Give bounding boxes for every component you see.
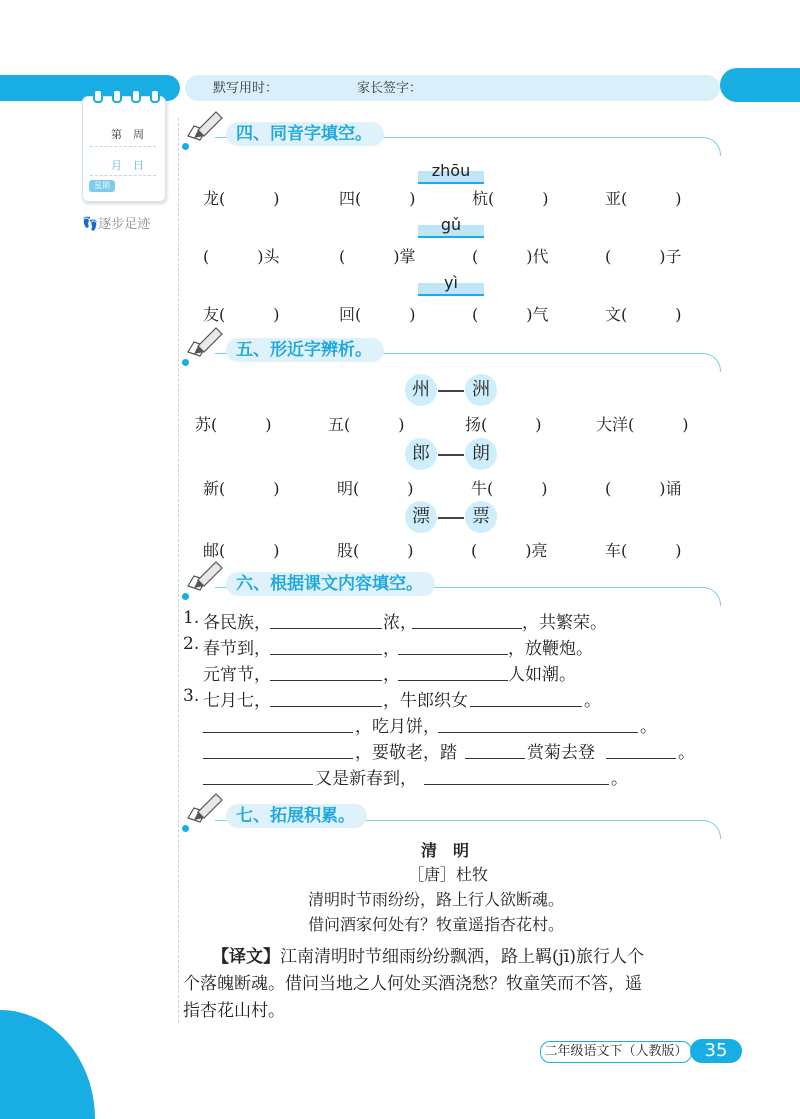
char-circle: 洲 (465, 374, 497, 406)
question-text: ， (383, 665, 400, 685)
fill-line[interactable] (203, 758, 353, 759)
question-text: 元宵节， (203, 665, 271, 685)
blank-item[interactable]: ( )亮 (471, 541, 548, 560)
binder-ring-icon (93, 89, 103, 103)
blank-item[interactable]: 五( ) (328, 415, 405, 434)
question-text: ，牛郎织女 (383, 691, 468, 711)
section-title: 五、形近字辨析。 (226, 338, 384, 362)
blank-item[interactable]: 车( ) (605, 541, 682, 560)
date-label: 月 日 (111, 159, 144, 172)
week-label: 第 周 (111, 128, 144, 141)
page-number: 35 (690, 1039, 742, 1063)
blank-item[interactable]: 邮( ) (203, 541, 280, 560)
card-divider (90, 175, 156, 176)
blank-item[interactable]: 明( ) (337, 479, 414, 498)
book-label: 二年级语文下（人教版） (540, 1041, 692, 1063)
pencil-icon (184, 558, 226, 592)
blank-item[interactable]: ( )代 (472, 247, 549, 266)
fill-line[interactable] (398, 680, 508, 681)
blank-item[interactable]: 四( ) (339, 189, 416, 208)
pinyin-box: gǔ (418, 214, 484, 238)
fill-line[interactable] (398, 654, 508, 655)
section-dot (182, 359, 189, 366)
blank-item[interactable]: 友( ) (203, 305, 280, 324)
question-number: 3. (183, 686, 200, 706)
pair-dash (438, 454, 464, 456)
blank-item[interactable]: ( )子 (605, 247, 682, 266)
section-title: 七、拓展积累。 (226, 804, 367, 828)
section-dot (182, 593, 189, 600)
blank-item[interactable]: 新( ) (203, 479, 280, 498)
margin-rule (178, 118, 179, 1023)
question-text: 各民族， (203, 613, 271, 633)
translation-line: 【译文】江南清明时节细雨纷纷飘洒，路上羁(jī)旅行人个 (212, 947, 644, 967)
fill-line[interactable] (606, 758, 676, 759)
poem-line: 清明时节雨纷纷，路上行人欲断魂。 (308, 890, 565, 909)
poem-title: 清 明 (421, 841, 470, 860)
pencil-icon (184, 324, 226, 358)
section-dot (182, 825, 189, 832)
blank-item[interactable]: 亚( ) (605, 189, 682, 208)
blank-item[interactable]: ( )气 (472, 305, 549, 324)
poem-line: 借问酒家何处有？牧童遥指杏花村。 (308, 915, 565, 934)
blank-item[interactable]: 扬( ) (465, 415, 542, 434)
question-text: 又是新春到， (315, 769, 417, 789)
blank-item[interactable]: 大洋( ) (596, 415, 689, 434)
fill-line[interactable] (270, 628, 382, 629)
char-circle: 漂 (405, 501, 437, 533)
blank-item[interactable]: 龙( ) (203, 189, 280, 208)
question-text: ，要敬老，踏 (355, 743, 457, 763)
char-circle: 票 (465, 501, 497, 533)
char-circle: 朗 (465, 438, 497, 470)
fill-line[interactable] (270, 706, 382, 707)
fill-line[interactable] (270, 654, 382, 655)
question-text: ，共繁荣。 (522, 613, 607, 633)
weekday-tag: 星期 (89, 180, 115, 192)
dictation-time-label: 默写用时： (213, 81, 279, 96)
pair-dash (438, 517, 464, 519)
question-text: 春节到， (203, 639, 271, 659)
fill-line[interactable] (424, 784, 609, 785)
header-bar-right (720, 68, 800, 102)
translation-line: 个落魄断魂。借问当地之人何处买酒浇愁？牧童笑而不答，遥 (183, 974, 642, 994)
question-text: ， (383, 639, 400, 659)
question-text: 浓， (383, 613, 417, 633)
question-text: 赏菊去登 (527, 743, 595, 763)
fill-line[interactable] (203, 784, 313, 785)
blank-item[interactable]: ( )头 (203, 247, 280, 266)
blank-item[interactable]: ( )诵 (605, 479, 682, 498)
binder-ring-icon (131, 89, 141, 103)
blank-item[interactable]: 股( ) (337, 541, 414, 560)
question-text: 人如潮。 (508, 665, 576, 685)
fill-line[interactable] (412, 628, 522, 629)
question-text: 七月七， (203, 691, 271, 711)
binder-ring-icon (150, 89, 160, 103)
card-divider (90, 146, 156, 147)
pinyin-box: yì (418, 272, 484, 296)
progress-footprint: 👣逐步足迹 (82, 217, 151, 232)
pencil-icon (184, 108, 226, 142)
pair-dash (438, 390, 464, 392)
section-title: 六、根据课文内容填空。 (226, 572, 435, 596)
corner-decoration (0, 1010, 95, 1119)
translation-label: 【译文】 (212, 947, 280, 967)
footprint-icon: 👣 (82, 217, 99, 232)
section-dot (182, 143, 189, 150)
char-circle: 州 (405, 374, 437, 406)
pinyin-box: zhōu (418, 160, 484, 184)
question-text: ，放鞭炮。 (508, 639, 593, 659)
question-text: 。 (640, 717, 657, 737)
blank-item[interactable]: 回( ) (339, 305, 416, 324)
fill-line[interactable] (203, 732, 353, 733)
blank-item[interactable]: 杭( ) (472, 189, 549, 208)
question-text: 。 (611, 769, 628, 789)
question-text: 。 (678, 743, 695, 763)
fill-line[interactable] (465, 758, 525, 759)
section-title: 四、同音字填空。 (226, 122, 384, 146)
question-number: 2. (183, 634, 200, 654)
blank-item[interactable]: ( )掌 (339, 247, 416, 266)
translation-line: 指杏花山村。 (183, 1001, 285, 1021)
pencil-icon (184, 790, 226, 824)
question-number: 1. (183, 608, 200, 628)
binder-ring-icon (112, 89, 122, 103)
char-circle: 郎 (405, 438, 437, 470)
fill-line[interactable] (438, 732, 638, 733)
blank-item[interactable]: 文( ) (605, 305, 682, 324)
parent-signature-label: 家长签字： (357, 81, 423, 96)
poem-author: ［唐］杜牧 (408, 865, 489, 884)
fill-line[interactable] (470, 706, 582, 707)
question-text: 。 (584, 691, 601, 711)
blank-item[interactable]: 苏( ) (195, 415, 272, 434)
blank-item[interactable]: 牛( ) (471, 479, 548, 498)
question-text: ，吃月饼， (355, 717, 440, 737)
fill-line[interactable] (270, 680, 382, 681)
